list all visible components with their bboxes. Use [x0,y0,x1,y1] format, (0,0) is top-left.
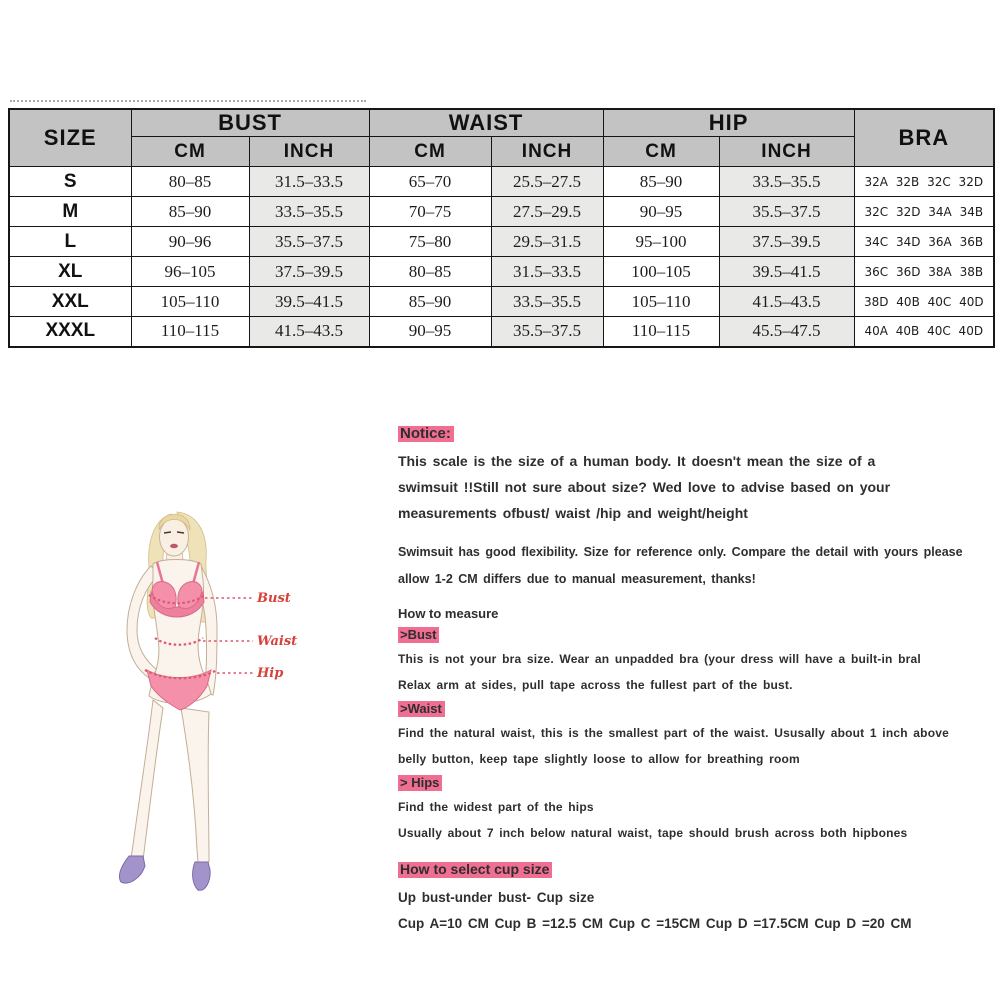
cell-bust-inch: 33.5–35.5 [249,197,369,227]
hips-section-line: Find the widest part of the hips [398,800,594,814]
hips-section-heading: > Hips [398,775,442,791]
cell-waist-inch: 27.5–29.5 [491,197,603,227]
cell-size: XXXL [9,317,131,347]
cell-waist-inch: 31.5–33.5 [491,257,603,287]
bust-section-text [398,647,978,698]
col-subheader-waist-inch: INCH [491,137,603,167]
table-row-xxxl [9,317,994,347]
cell-bust-inch: 39.5–41.5 [249,287,369,317]
cell-size: M [9,197,131,227]
bust-section-line: Relax arm at sides, pull tape across the fullest part of the bust. [398,677,793,692]
cell-waist-cm: 90–95 [369,317,491,347]
col-subheader-hip-cm: CM [603,137,719,167]
cell-bra: 34C 34D 36A 36B [854,227,994,257]
notice-line: This scale is the size of a human body. It doesn't mean the size of a [398,453,876,469]
bust-label: Bust [257,591,291,606]
cell-bra: 36C 36D 38A 38B [854,257,994,287]
cell-waist-inch: 25.5–27.5 [491,167,603,197]
cell-bust-inch: 31.5–33.5 [249,167,369,197]
notice-line: measurements ofbust/ waist /hip and weight/height [398,505,748,521]
cell-bust-inch: 37.5–39.5 [249,257,369,287]
cell-hip-cm: 110–115 [603,317,719,347]
cup-size-text [398,885,978,937]
cell-bra: 32C 32D 34A 34B [854,197,994,227]
cell-bust-cm: 85–90 [131,197,249,227]
waist-section-line: Find the natural waist, this is the smallest part of the waist. Ususally about 1 inch above [398,726,949,740]
cell-size: XXL [9,287,131,317]
cell-waist-inch: 35.5–37.5 [491,317,603,347]
cell-bust-cm: 110–115 [131,317,249,347]
cell-bust-inch: 35.5–37.5 [249,227,369,257]
cell-waist-cm: 75–80 [369,227,491,257]
cell-hip-inch: 39.5–41.5 [719,257,854,287]
notice-heading: Notice: [398,426,454,442]
cell-size: S [9,167,131,197]
cell-bust-cm: 90–96 [131,227,249,257]
waist-section-text [398,721,978,772]
size-chart-table [8,108,995,348]
cell-size: L [9,227,131,257]
cell-size: XL [9,257,131,287]
cell-bra: 32A 32B 32C 32D [854,167,994,197]
figure-left-shoe [119,856,145,883]
cell-hip-cm: 85–90 [603,167,719,197]
flexibility-paragraph [398,539,978,593]
col-header-size: SIZE [9,109,131,167]
cup-size-heading: How to select cup size [398,862,552,878]
figure-right-shoe [193,862,211,890]
figure-head [160,518,189,556]
hip-label: Hip [257,666,284,681]
cell-waist-cm: 70–75 [369,197,491,227]
waist-section-line: belly button, keep tape slightly loose to allow for breathing room [398,751,800,766]
table-row-l [9,227,994,257]
cell-waist-inch: 33.5–35.5 [491,287,603,317]
col-subheader-hip-inch: INCH [719,137,854,167]
notice-text-block [398,425,978,937]
col-subheader-waist-cm: CM [369,137,491,167]
hips-section-text [398,795,978,846]
figure-right-leg [181,708,209,862]
notice-line: swimsuit !!Still not sure about size? Wed love to advise based on your [398,479,891,495]
cell-waist-cm: 65–70 [369,167,491,197]
table-header-row-groups [9,109,994,137]
col-header-bust: BUST [131,109,369,137]
cell-bust-cm: 80–85 [131,167,249,197]
col-subheader-bust-inch: INCH [249,137,369,167]
cell-hip-inch: 41.5–43.5 [719,287,854,317]
col-header-waist: WAIST [369,109,603,137]
cell-bust-cm: 105–110 [131,287,249,317]
table-row-xxl [9,287,994,317]
cell-hip-cm: 95–100 [603,227,719,257]
cell-bra: 40A 40B 40C 40D [854,317,994,347]
table-header-row-units [9,137,994,167]
bust-section-heading: >Bust [398,627,439,643]
cell-waist-cm: 85–90 [369,287,491,317]
notice-paragraph [398,448,978,526]
col-header-bra: BRA [854,109,994,167]
cell-hip-inch: 45.5–47.5 [719,317,854,347]
cup-size-line: Up bust-under bust- Cup size [398,890,595,905]
cell-hip-cm: 90–95 [603,197,719,227]
cell-hip-inch: 33.5–35.5 [719,167,854,197]
table-row-m [9,197,994,227]
bust-section-line: This is not your bra size. Wear an unpadded bra (your dress will have a built-in bral [398,652,921,666]
cell-waist-inch: 29.5–31.5 [491,227,603,257]
flexibility-line: allow 1-2 CM differs due to manual measurement, thanks! [398,572,756,586]
cup-size-line: Cup A=10 CM Cup B =12.5 CM Cup C =15CM Cup D =17.5CM Cup D =20 CM [398,916,912,931]
cell-hip-inch: 35.5–37.5 [719,197,854,227]
figure-left-leg [131,700,163,860]
decorative-dashed-line [10,100,366,102]
cell-bra: 38D 40B 40C 40D [854,287,994,317]
figure-lips [170,544,178,548]
cell-bust-cm: 96–105 [131,257,249,287]
flexibility-line: Swimsuit has good flexibility. Size for reference only. Compare the detail with yours please [398,545,963,559]
cell-bust-inch: 41.5–43.5 [249,317,369,347]
measurement-figure [105,500,305,900]
cell-hip-cm: 105–110 [603,287,719,317]
waist-section-heading: >Waist [398,701,445,717]
hips-section-line: Usually about 7 inch below natural waist, tape should brush across both hipbones [398,825,908,840]
waist-label: Waist [257,634,298,649]
table-row-xl [9,257,994,287]
col-header-hip: HIP [603,109,854,137]
cell-hip-cm: 100–105 [603,257,719,287]
table-row-s [9,167,994,197]
col-subheader-bust-cm: CM [131,137,249,167]
how-to-measure-heading: How to measure [398,606,499,621]
cell-waist-cm: 80–85 [369,257,491,287]
cell-hip-inch: 37.5–39.5 [719,227,854,257]
